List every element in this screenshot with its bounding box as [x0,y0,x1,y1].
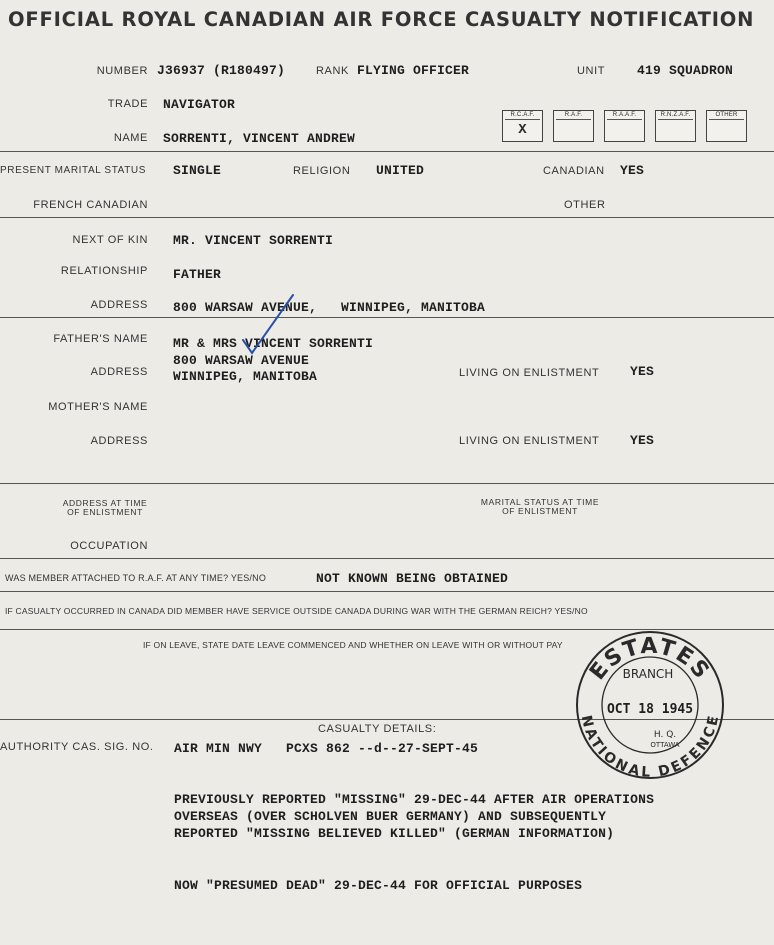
mother-address-label: ADDRESS [90,435,148,447]
service-box-label: OTHER [707,112,746,120]
service-box-raaf [604,110,645,142]
divider [0,591,774,592]
details-line3: REPORTED "MISSING BELIEVED KILLED" (GERMAN INFORMATION) [174,826,615,841]
service-box-other [706,110,747,142]
religion-value: UNITED [376,163,425,178]
fathers-name-value: MR & MRS VINCENT SORRENTI [173,336,374,351]
relationship-label: RELATIONSHIP [60,265,148,277]
next-of-kin-value: MR. VINCENT SORRENTI [173,233,334,248]
marital-status-value: SINGLE [173,163,222,178]
service-outside-label: IF CASUALTY OCCURRED IN CANADA DID MEMBER HAVE SERVICE OUTSIDE CANADA DURING WAR WITH THE GERMAN REICH? YES/NO [5,606,588,616]
stamp-branch: BRANCH [622,667,674,681]
father-address-line1: 800 WARSAW AVENUE [173,353,310,368]
service-box-label: R.A.F. [554,112,593,120]
divider [0,317,774,318]
pen-mark-icon [238,290,298,360]
fathers-name-label: FATHER'S NAME [53,333,148,345]
father-address-label: ADDRESS [90,366,148,378]
divider [0,151,774,152]
french-canadian-label: FRENCH CANADIAN [33,199,148,211]
marital-at-enlistment-line2: OF ENLISTMENT [502,506,578,516]
divider [0,558,774,559]
stamp-hq: H. Q. [653,730,677,740]
father-living-value: YES [630,364,655,379]
unit-label: UNIT [577,65,606,77]
estates-branch-stamp [575,630,725,780]
stamp-date: OCT 18 1945 [606,702,694,717]
attached-raf-label: WAS MEMBER ATTACHED TO R.A.F. AT ANY TIME? YES/NO [5,573,267,583]
relationship-value: FATHER [173,267,222,282]
unit-value: 419 SQUADRON [637,63,734,78]
mothers-name-label: MOTHER'S NAME [48,401,148,413]
trade-label: TRADE [107,98,148,110]
service-box-label: R.A.A.F. [605,112,644,120]
address-at-enlistment-line2: OF ENLISTMENT [67,507,143,517]
rank-value: FLYING OFFICER [357,63,470,78]
service-box-label: R.C.A.F. [503,112,542,120]
stamp-city: OTTAWA [650,741,680,749]
form-title: OFFICIAL ROYAL CANADIAN AIR FORCE CASUALTY NOTIFICATION [8,8,755,31]
marital-status-label: PRESENT MARITAL STATUS [0,165,146,176]
stamp-bottom-text: NATIONAL DEFENCE [577,713,723,780]
authority-label: AUTHORITY CAS. SIG. NO. [0,741,154,753]
casualty-details-heading: CASUALTY DETAILS: [318,723,437,735]
occupation-label: OCCUPATION [70,540,148,552]
religion-label: RELIGION [293,165,351,177]
nok-address-value: 800 WARSAW AVENUE, WINNIPEG, MANITOBA [173,300,486,315]
service-box-mark: X [518,122,527,138]
other-label: OTHER [564,199,606,211]
father-address-line2: WINNIPEG, MANITOBA [173,369,318,384]
nok-address-label: ADDRESS [90,299,148,311]
authority-value: AIR MIN NWY PCXS 862 --d--27-SEPT-45 [174,741,479,756]
service-box-label: R.N.Z.A.F. [656,112,695,120]
mother-living-label: LIVING ON ENLISTMENT [459,435,600,447]
mother-living-value: YES [630,433,655,448]
details-line1: PREVIOUSLY REPORTED "MISSING" 29-DEC-44 AFTER AIR OPERATIONS [174,792,655,807]
trade-value: NAVIGATOR [163,97,236,112]
service-box-raf [553,110,594,142]
stamp-top-text: ESTATES [585,633,715,685]
canadian-label: CANADIAN [543,165,605,177]
divider [0,483,774,484]
marital-at-enlistment-label [470,498,610,516]
canadian-value: YES [620,163,645,178]
name-label: NAME [113,132,148,144]
details-line2: OVERSEAS (OVER SCHOLVEN BUER GERMANY) AND SUBSEQUENTLY [174,809,607,824]
number-value: J36937 (R180497) [157,63,286,78]
address-at-enlistment-line1: ADDRESS AT TIME [62,498,148,508]
marital-at-enlistment-line1: MARITAL STATUS AT TIME [480,497,600,507]
number-label: NUMBER [96,65,148,77]
father-living-label: LIVING ON ENLISTMENT [459,367,600,379]
details-line4: NOW "PRESUMED DEAD" 29-DEC-44 FOR OFFICIAL PURPOSES [174,878,583,893]
divider [0,217,774,218]
service-box-rnzaf [655,110,696,142]
attached-raf-value: NOT KNOWN BEING OBTAINED [316,571,509,586]
rank-label: RANK [316,65,349,77]
service-box-rcaf [502,110,543,142]
address-at-enlistment-label [55,499,155,517]
next-of-kin-label: NEXT OF KIN [72,234,148,246]
leave-label: IF ON LEAVE, STATE DATE LEAVE COMMENCED AND WHETHER ON LEAVE WITH OR WITHOUT PAY [143,640,563,650]
name-value: SORRENTI, VINCENT ANDREW [163,131,356,146]
